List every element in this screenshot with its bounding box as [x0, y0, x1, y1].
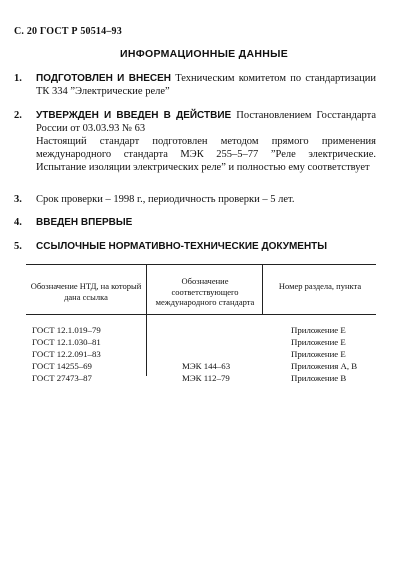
table-cell-international: МЭК 112–79: [182, 373, 230, 383]
table-header-rule: [26, 314, 376, 315]
item-number: 3.: [14, 194, 22, 205]
table-header-international: Обозначение соответствующего международного стандарта: [155, 276, 255, 307]
item-body: [36, 72, 376, 98]
item-lead: УТВЕРЖДЕН И ВВЕДЕН В ДЕЙСТВИЕ: [36, 110, 232, 121]
item-body: [36, 193, 376, 206]
section-title: ИНФОРМАЦИОННЫЕ ДАННЫЕ: [119, 48, 288, 60]
table-cell-section: Приложение Е: [291, 349, 346, 359]
item-1: [14, 72, 376, 98]
table-header-ntd: Обозначение НТД, на который дана ссылка: [30, 281, 142, 302]
item-lead: ВВЕДЕН ВПЕРВЫЕ: [36, 217, 133, 228]
table-cell-ntd: ГОСТ 12.1.030–81: [32, 337, 101, 347]
item-4: [14, 216, 376, 229]
item-lead: ПОДГОТОВЛЕН И ВНЕСЕН: [36, 73, 171, 84]
table-column-divider: [146, 264, 147, 376]
table-column-divider: [262, 264, 263, 314]
table-cell-ntd: ГОСТ 27473–87: [32, 373, 92, 383]
table-top-rule: [26, 264, 376, 265]
table-cell-ntd: ГОСТ 12.2.091–83: [32, 349, 101, 359]
item-text: Техническим комитетом по стандартизации ТК 334 ”Электрические реле”: [36, 73, 376, 97]
table-cell-ntd: ГОСТ 14255–69: [32, 361, 92, 371]
page-header: С. 20 ГОСТ Р 50514–93: [14, 26, 122, 37]
item-number: 2.: [14, 110, 22, 121]
item-body: [36, 216, 376, 229]
table-cell-international: МЭК 144–63: [182, 361, 231, 371]
item-lead: ССЫЛОЧНЫЕ НОРМАТИВНО-ТЕХНИЧЕСКИЕ ДОКУМЕНТЫ: [36, 241, 328, 252]
item-extra: Настоящий стандарт подготовлен методом прямого применения международного стандарта МЭК 255–5–77 ”Реле электрические. Испытание изоляции электрических реле” и полностью ему соответствует: [36, 136, 376, 173]
item-5: [14, 240, 376, 253]
item-number: 4.: [14, 217, 22, 228]
item-text: Срок проверки – 1998 г., периодичность проверки – 5 лет.: [36, 194, 295, 205]
table-cell-section: Приложение Е: [291, 337, 346, 347]
item-2: [14, 109, 376, 174]
item-body: [36, 240, 376, 253]
item-text: Постановлением Госстандарта России от 03.03.93 № 63: [36, 110, 377, 134]
item-number: 1.: [14, 73, 22, 84]
table-cell-ntd: ГОСТ 12.1.019–79: [32, 325, 101, 335]
item-3: [14, 193, 376, 206]
table-cell-section: Приложение В: [291, 373, 347, 383]
table-cell-section: Приложения А, В: [291, 361, 358, 371]
item-number: 5.: [14, 241, 22, 252]
table-cell-section: Приложение Е: [291, 325, 346, 335]
table-header-section: Номер раздела, пункта: [278, 281, 362, 291]
item-body: [36, 109, 376, 174]
